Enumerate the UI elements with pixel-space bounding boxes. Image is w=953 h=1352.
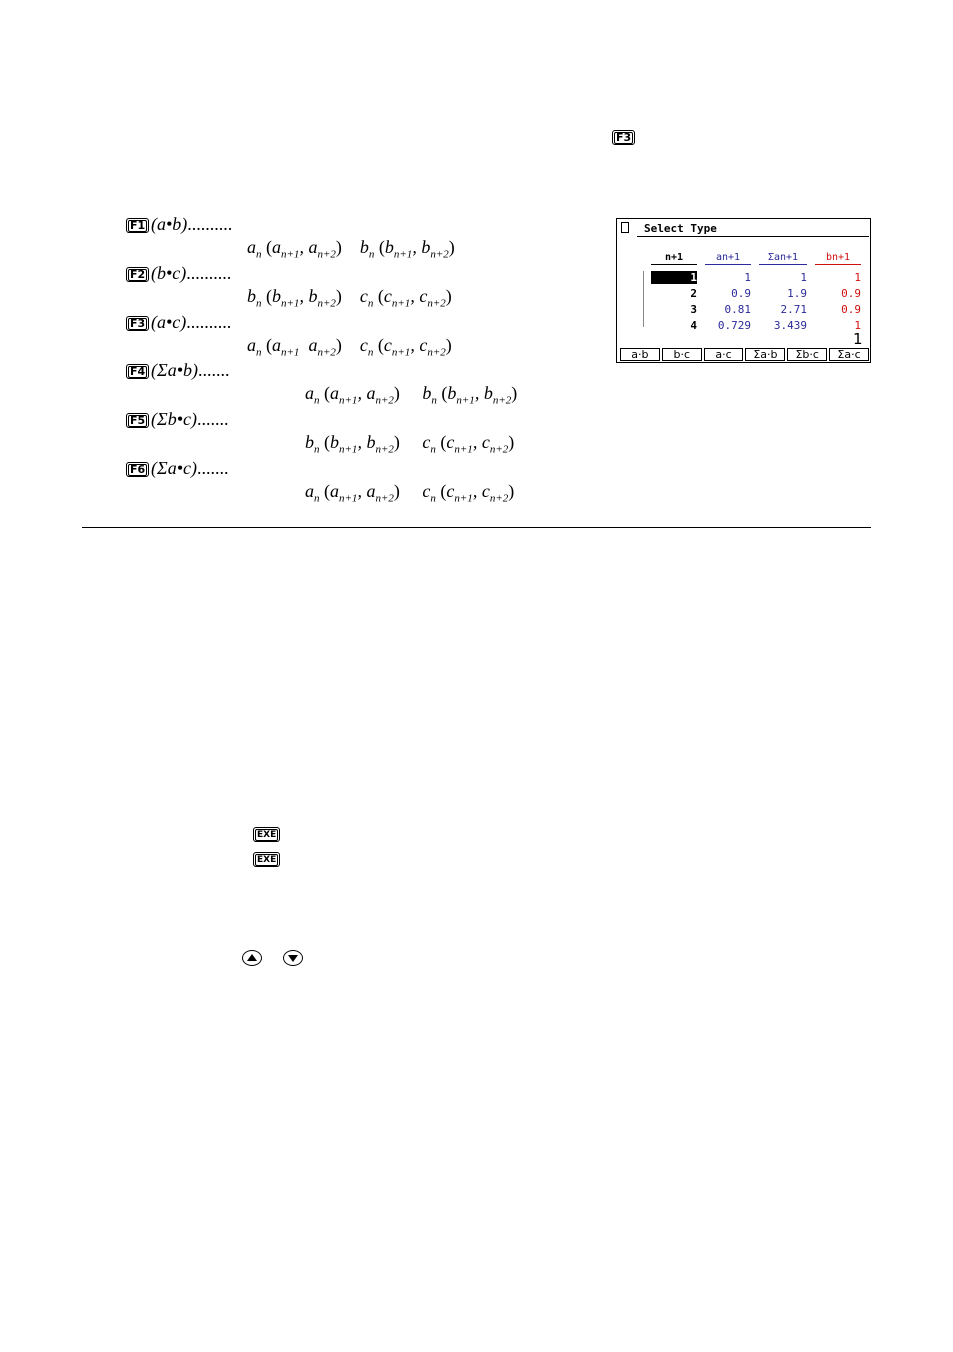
col-header-sum-an: Σan+1 [767,252,799,263]
fkey-sum-a-c[interactable]: Σa·c [829,348,869,361]
table-cell: 1 [744,271,751,284]
col-header-bn: bn+1 [825,252,851,263]
col-header-n: n+1 [664,252,684,263]
col-header-line [759,264,807,265]
f4-formula: $a_n$ ($a_{n+1}$, $a_{n+2}$) $b_n$ ($b_{n+1}$, $b_{n+2}$) [305,383,518,407]
scroll-indicator [643,271,644,327]
table-cell: 0.9 [841,303,861,316]
title-divider [637,236,869,237]
fkey-sum-b-c[interactable]: Σb·c [787,348,827,361]
f1-label: (a•b).......... [151,214,233,234]
f4-key-icon: F4 [126,364,149,379]
f3-label: (a•c).......... [151,312,232,332]
f6-label: (Σa•c)....... [151,458,229,478]
f3-key-icon-list: F3 [126,316,149,331]
table-cell: 1 [651,271,697,284]
fkey-b-c[interactable]: b·c [662,348,702,361]
f4-label: (Σa•b)....... [151,360,230,380]
f5-key-icon: F5 [126,413,149,428]
current-value: 1 [853,330,863,348]
table-cell: 0.81 [724,303,751,316]
table-cell: 3 [690,303,697,316]
table-cell: 4 [690,319,697,332]
f1-key-icon: F1 [126,218,149,233]
f3-key-icon: F3 [612,130,635,145]
table-cell: 2 [690,287,697,300]
table-cell: 1 [854,319,861,332]
table-cell: 2.71 [780,303,807,316]
function-key-bar [620,348,869,361]
f5-formula: $b_n$ ($b_{n+1}$, $b_{n+2}$) $c_n$ ($c_{n+1}$, $c_{n+2}$) [305,432,515,456]
screen-title: Select Type [644,222,717,235]
table-cell: 3.439 [773,319,807,332]
f6-key-icon: F6 [126,462,149,477]
fkey-a-b[interactable]: a·b [620,348,660,361]
table-cell: 0.729 [717,319,751,332]
col-header-line [651,264,697,265]
f2-formula: $b_n$ ($b_{n+1}$, $b_{n+2}$) $c_n$ ($c_{n+1}$, $c_{n+2}$) [247,286,452,310]
table-cell: 0.9 [841,287,861,300]
calculator-screen [616,218,871,363]
exe-key-icon: EXE [253,852,280,867]
f5-label: (Σb•c)....... [151,409,229,429]
f3-formula: $a_n$ ($a_{n+1}$ $a_{n+2}$) $c_n$ ($c_{n+1}$, $c_{n+2}$) [247,335,452,359]
f1-formula: $a_n$ ($a_{n+1}$, $a_{n+2}$) $b_n$ ($b_{n+1}$, $b_{n+2}$) [247,237,455,261]
section-divider [82,527,871,528]
table-cell: 1.9 [787,287,807,300]
table-cell: 0.9 [731,287,751,300]
table-cell: 1 [800,271,807,284]
fkey-sum-a-b[interactable]: Σa·b [745,348,785,361]
f2-key-icon: F2 [126,267,149,282]
up-arrow-key-icon [242,950,262,966]
f2-label: (b•c).......... [151,263,232,283]
fkey-a-c[interactable]: a·c [704,348,744,361]
col-header-an: an+1 [715,252,741,263]
f6-formula: $a_n$ ($a_{n+1}$, $a_{n+2}$) $c_n$ ($c_{n+1}$, $c_{n+2}$) [305,481,515,505]
exe-key-icon: EXE [253,827,280,842]
down-arrow-key-icon [283,950,303,966]
col-header-line [815,264,861,265]
col-header-line [705,264,751,265]
table-cell: 1 [854,271,861,284]
clipboard-icon [621,222,629,233]
